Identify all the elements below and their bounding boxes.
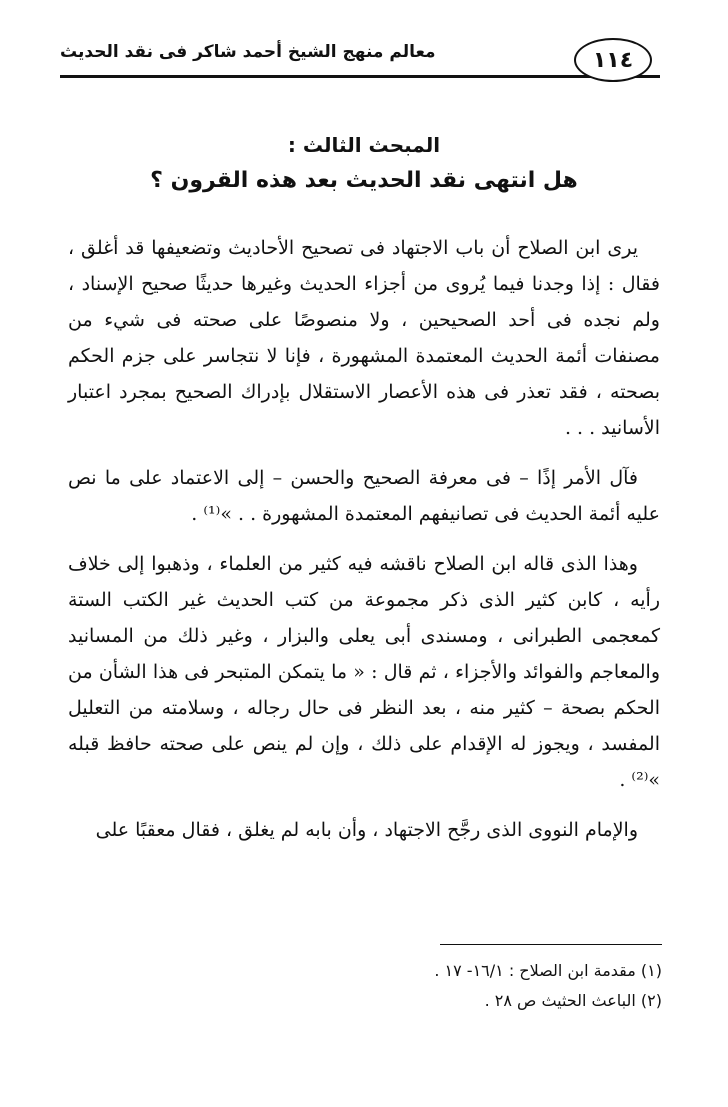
paragraph-2: فآل الأمر إذًا – فى معرفة الصحيح والحسن – إلى الاعتماد على ما نص عليه أئمة الحديث فى تصانيفهم المعتمدة المشهورة . . »⁽¹⁾ . — [68, 467, 660, 525]
footnote-2: (٢) الباعث الحثيث ص ٢٨ . — [484, 991, 662, 1010]
running-title: معالم منهج الشيخ أحمد شاكر فى نقد الحديث — [60, 42, 436, 62]
header-rule — [60, 75, 660, 78]
page-header — [60, 30, 660, 90]
paragraph-4: والإمام النووى الذى رجَّح الاجتهاد ، وأن بابه لم يغلق ، فقال معقبًا على — [95, 819, 638, 841]
section-subheading: هل انتهى نقد الحديث بعد هذه القرون ؟ — [150, 168, 578, 193]
footnote-1: (١) مقدمة ابن الصلاح : ١٦/١- ١٧ . — [434, 961, 662, 980]
footnotes — [300, 956, 662, 1016]
paragraph-3: وهذا الذى قاله ابن الصلاح ناقشه فيه كثير من العلماء ، وذهبوا إلى خلاف رأيه ، كابن كثير الذى ذكر مجموعة من كتب الحديث غير الكتب الستة كمعجمى الطبرانى ، ومسندى أبى يعلى والبزار ، وغير ذلك من المسانيد والمعاجم والفوائد والأجزاء ، ثم قال : « ما يتمكن المتبحر فى هذا الشأن من الحكم بصحة – كثير منه ، بعد النظر فى حال رجاله ، وسلامته من التعليل المفسد ، ويجوز له الإقدام على ذلك ، وإن لم ينص على صحته حافظ قبله »⁽²⁾ . — [68, 553, 660, 791]
section-heading: المبحث الثالث : — [287, 133, 441, 157]
page-number: ١١٤ — [574, 38, 652, 82]
section-heading-block — [70, 128, 658, 200]
footnote-rule — [440, 944, 662, 945]
body-text — [68, 230, 660, 860]
paragraph-1: يرى ابن الصلاح أن باب الاجتهاد فى تصحيح الأحاديث وتضعيفها قد أغلق ، فقال : إذا وجدنا فيما يُروى من أجزاء الحديث وغيرها حديثًا صحيح الإسناد ، ولم نجده فى أحد الصحيحين ، ولا منصوصًا على صحته فى شيء من مصنفات أئمة الحديث المعتمدة المشهورة ، فإنا لا نتجاسر على جزم الحكم بصحته ، فقد تعذر فى هذه الأعصار الاستقلال بإدراك الصحيح بمجرد اعتبار الأسانيد . . . — [68, 237, 660, 439]
